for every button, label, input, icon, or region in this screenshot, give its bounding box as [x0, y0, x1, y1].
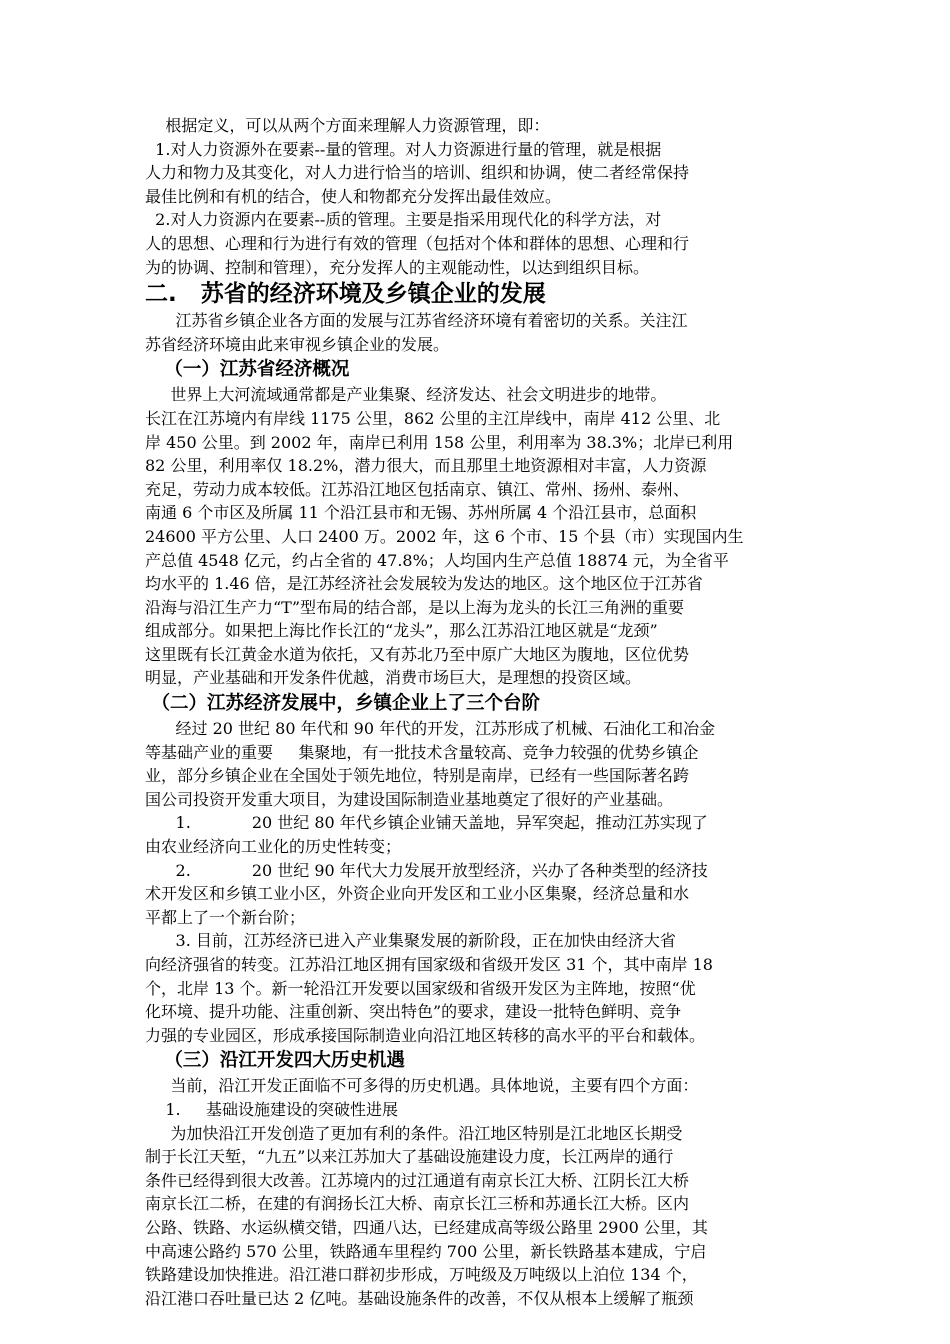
text-line: 制于长江天堑，“九五”以来江苏加大了基础设施建设力度，长江两岸的通行 — [145, 1147, 674, 1167]
subsection-body — [145, 1074, 805, 1310]
text-line: 公路、铁路、水运纵横交错，四通八达，已经建成高等级公路里 2900 公里，其 — [145, 1217, 708, 1237]
text-line: 1. 20 世纪 80 年代乡镇企业铺天盖地，异军突起，推动江苏实现了 — [145, 813, 708, 833]
text-line: 力强的专业园区，形成承接国际制造业向沿江地区转移的高水平的平台和载体。 — [145, 1025, 706, 1045]
text-line: 1. 基础设施建设的突破性进展 — [145, 1099, 399, 1119]
text-line: 产总值 4548 亿元，约占全省的 47.8%；人均国内生产总值 18874 元，为全省平 — [145, 550, 729, 570]
text-line: 术开发区和乡镇工业小区，外资企业向开发区和工业小区集聚，经济总量和水 — [145, 884, 690, 904]
text-line: 充足，劳动力成本较低。江苏沿江地区包括南京、镇江、常州、扬州、泰州、 — [145, 479, 690, 499]
text-line: 世界上大河流域通常都是产业集聚、经济发达、社会文明进步的地带。 — [145, 385, 667, 405]
subsection-heading: （三）沿江开发四大历史机遇 — [145, 1050, 405, 1072]
text-line: 为的协调、控制和管理），充分发挥人的主观能动性，以达到组织目标。 — [145, 257, 650, 277]
subsection-heading: （二）江苏经济发展中，乡镇企业上了三个台阶 — [145, 693, 540, 715]
text-line: 向经济强省的转变。江苏沿江地区拥有国家级和省级开发区 31 个，其中南岸 18 — [145, 955, 713, 974]
text-line: 当前，沿江开发正面临不可多得的历史机遇。具体地说，主要有四个方面： — [145, 1076, 699, 1096]
text-line: 均水平的 1.46 倍，是江苏经济社会发展较为发达的地区。这个地区位于江苏省 — [145, 574, 703, 594]
text-line: 沿江港口吞吐量已达 2 亿吨。基础设施条件的改善，不仅从根本上缓解了瓶颈 — [145, 1288, 694, 1308]
text-line: 组成部分。如果把上海比作长江的“龙头”，那么江苏沿江地区就是“龙颈” — [145, 621, 658, 641]
text-line: 铁路建设加快推进。沿江港口群初步形成，万吨级及万吨级以上泊位 134 个， — [145, 1265, 698, 1285]
text-line: 由农业经济向工业化的历史性转变； — [145, 837, 402, 857]
text-line: 2.对人力资源内在要素--质的管理。主要是指采用现代化的科学方法，对 — [145, 210, 662, 230]
text-line: 苏省经济环境由此来审视乡镇企业的发展。 — [145, 334, 450, 354]
text-line: 岸 450 公里。到 2002 年，南岸已利用 158 公里，利用率为 38.3%；北岸已利用 — [145, 432, 734, 452]
document-body — [145, 114, 805, 1310]
subsection-body — [145, 383, 805, 690]
subsection-body — [145, 717, 805, 1047]
text-line: 82 公里，利用率仅 18.2%，潜力很大，而且那里土地资源相对丰富，人力资源 — [145, 456, 707, 476]
text-line: 3. 目前，江苏经济已进入产业集聚发展的新阶段，正在加快由经济大省 — [145, 931, 676, 951]
text-line: 沿海与沿江生产力“T”型布局的结合部，是以上海为龙头的长江三角洲的重要 — [145, 597, 685, 617]
text-line: 南京长江二桥，在建的有润扬长江大桥、南京长江三桥和苏通长江大桥。区内 — [145, 1194, 690, 1214]
text-line: 1.对人力资源外在要素--量的管理。对人力资源进行量的管理，就是根据 — [145, 139, 662, 159]
text-line: 国公司投资开发重大项目，为建设国际制造业基地奠定了很好的产业基础。 — [145, 789, 674, 809]
text-line: 化环境、提升功能、注重创新、突出特色”的要求，建设一批特色鲜明、竞争 — [145, 1002, 682, 1022]
subsection-heading: （一）江苏省经济概况 — [145, 359, 350, 381]
text-line: 根据定义，可以从两个方面来理解人力资源管理，即： — [145, 116, 550, 135]
text-line: 南通 6 个市区及所属 11 个沿江县市和无锡、苏州所属 4 个沿江县市，总面积 — [145, 503, 697, 523]
text-line: 业，部分乡镇企业在全国处于领先地位，特别是南岸，已经有一些国际著名跨 — [145, 766, 690, 786]
text-line: 长江在江苏境内有岸线 1175 公里，862 公里的主江岸线中，南岸 412 公里、北 — [145, 408, 721, 428]
text-line: 中高速公路约 570 公里，铁路通车里程约 700 公里，新长铁路基本建成，宁启 — [145, 1241, 707, 1261]
text-line: 个，北岸 13 个。新一轮沿江开发要以国家级和省级开发区为主阵地，按照“优 — [145, 978, 696, 998]
text-line: 这里既有长江黄金水道为依托，又有苏北乃至中原广大地区为腹地，区位优势 — [145, 644, 690, 664]
text-line: 最佳比例和有机的结合，使人和物都充分发挥出最佳效应。 — [145, 186, 562, 206]
text-line: 江苏省乡镇企业各方面的发展与江苏省经济环境有着密切的关系。关注江 — [145, 311, 688, 331]
text-line: 为加快沿江开发创造了更加有利的条件。沿江地区特别是江北地区长期受 — [145, 1123, 683, 1143]
text-line: 条件已经得到很大改善。江苏境内的过江通道有南京长江大桥、江阴长江大桥 — [145, 1170, 690, 1190]
paragraph-hr-management — [145, 114, 805, 279]
text-line: 明显，产业基础和开发条件优越，消费市场巨大，是理想的投资区域。 — [145, 668, 642, 688]
text-line: 2. 20 世纪 90 年代大力发展开放型经济，兴办了各种类型的经济技 — [145, 860, 708, 880]
text-line: 人的思想、心理和行为进行有效的管理（包括对个体和群体的思想、心理和行 — [145, 233, 690, 253]
text-line: 24600 平方公里、人口 2400 万。2002 年，这 6 个市、15 个县（市）实现国内生 — [145, 526, 744, 546]
text-line: 平都上了一个新台阶； — [145, 907, 306, 927]
text-line: 经过 20 世纪 80 年代和 90 年代的开发，江苏形成了机械、石油化工和冶金 — [145, 719, 716, 739]
section-heading: 二. 苏省的经济环境及乡镇企业的发展 — [145, 281, 546, 308]
text-line: 等基础产业的重要 集聚地，有一批技术含量较高、竞争力较强的优势乡镇企 — [145, 742, 699, 762]
section-intro — [145, 309, 805, 356]
text-line: 人力和物力及其变化，对人力进行恰当的培训、组织和协调，使二者经常保持 — [145, 163, 690, 183]
